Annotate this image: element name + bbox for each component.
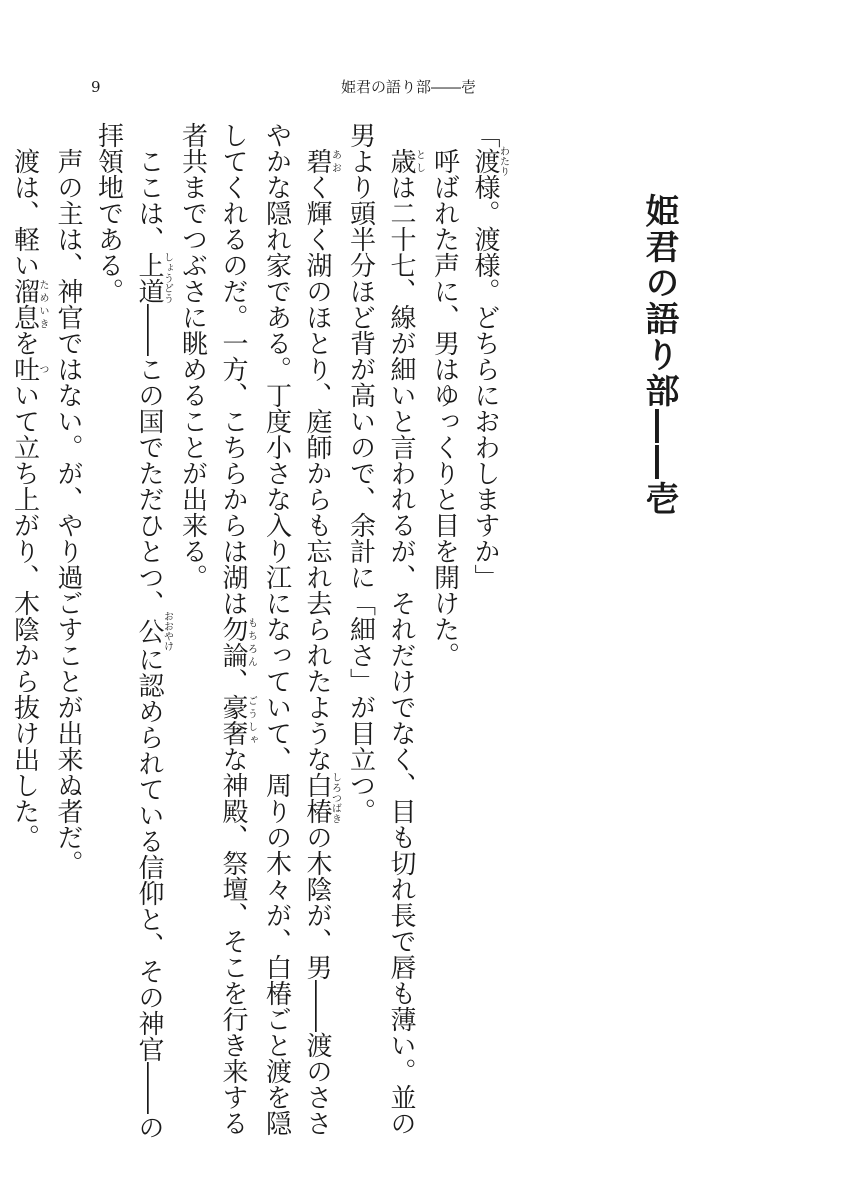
chapter-title: 姫君の語り部――壱: [639, 193, 679, 517]
text-line: 声の主は、神官ではない。が、やり過ごすことが出来ぬ者だ。: [53, 122, 83, 876]
text-line: 碧あおく輝く湖のほとり、庭師からも忘れ去られたような白椿しろつばきの木陰が、男――渡のささ: [302, 148, 341, 1136]
text-line: 拝領地である。: [93, 122, 124, 304]
page-number: 9: [91, 78, 101, 96]
text-line: 呼ばれた声に、男はゆっくりと目を開けた。: [429, 122, 460, 668]
text-line: 者共までつぶさに眺めることが出来る。: [177, 122, 208, 590]
text-line: 渡は、軽い溜息ためいきを吐ついて立ち上がり、木陰から抜け出した。: [9, 122, 48, 850]
text-line: やかな隠れ家である。丁度小さな入り江になっていて、周りの木々が、白椿ごと渡を隠: [261, 122, 292, 1136]
text-line: してくれるのだ。一方、こちらからは湖は勿論もちろん、豪奢ごうしゃな神殿、祭壇、そこを行き来する: [218, 122, 257, 1136]
text-line: 歳としは二十七、線が細いと言われるが、それだけでなく、目も切れ長で唇も薄い。並の: [386, 148, 425, 1136]
text-line: 「渡わたり様。渡様。どちらにおわしますか」: [470, 122, 509, 590]
running-header: 姫君の語り部――壱: [341, 78, 477, 96]
text-line: 男より頭半分ほど背が高いので、余計に「細さ」が目立つ。: [345, 122, 376, 824]
text-line: ここは、上道しょうどう――この国でただひとつ、公おおやけに認められている信仰と、その神官――の: [134, 122, 173, 1140]
body-text: [4, 122, 509, 1140]
